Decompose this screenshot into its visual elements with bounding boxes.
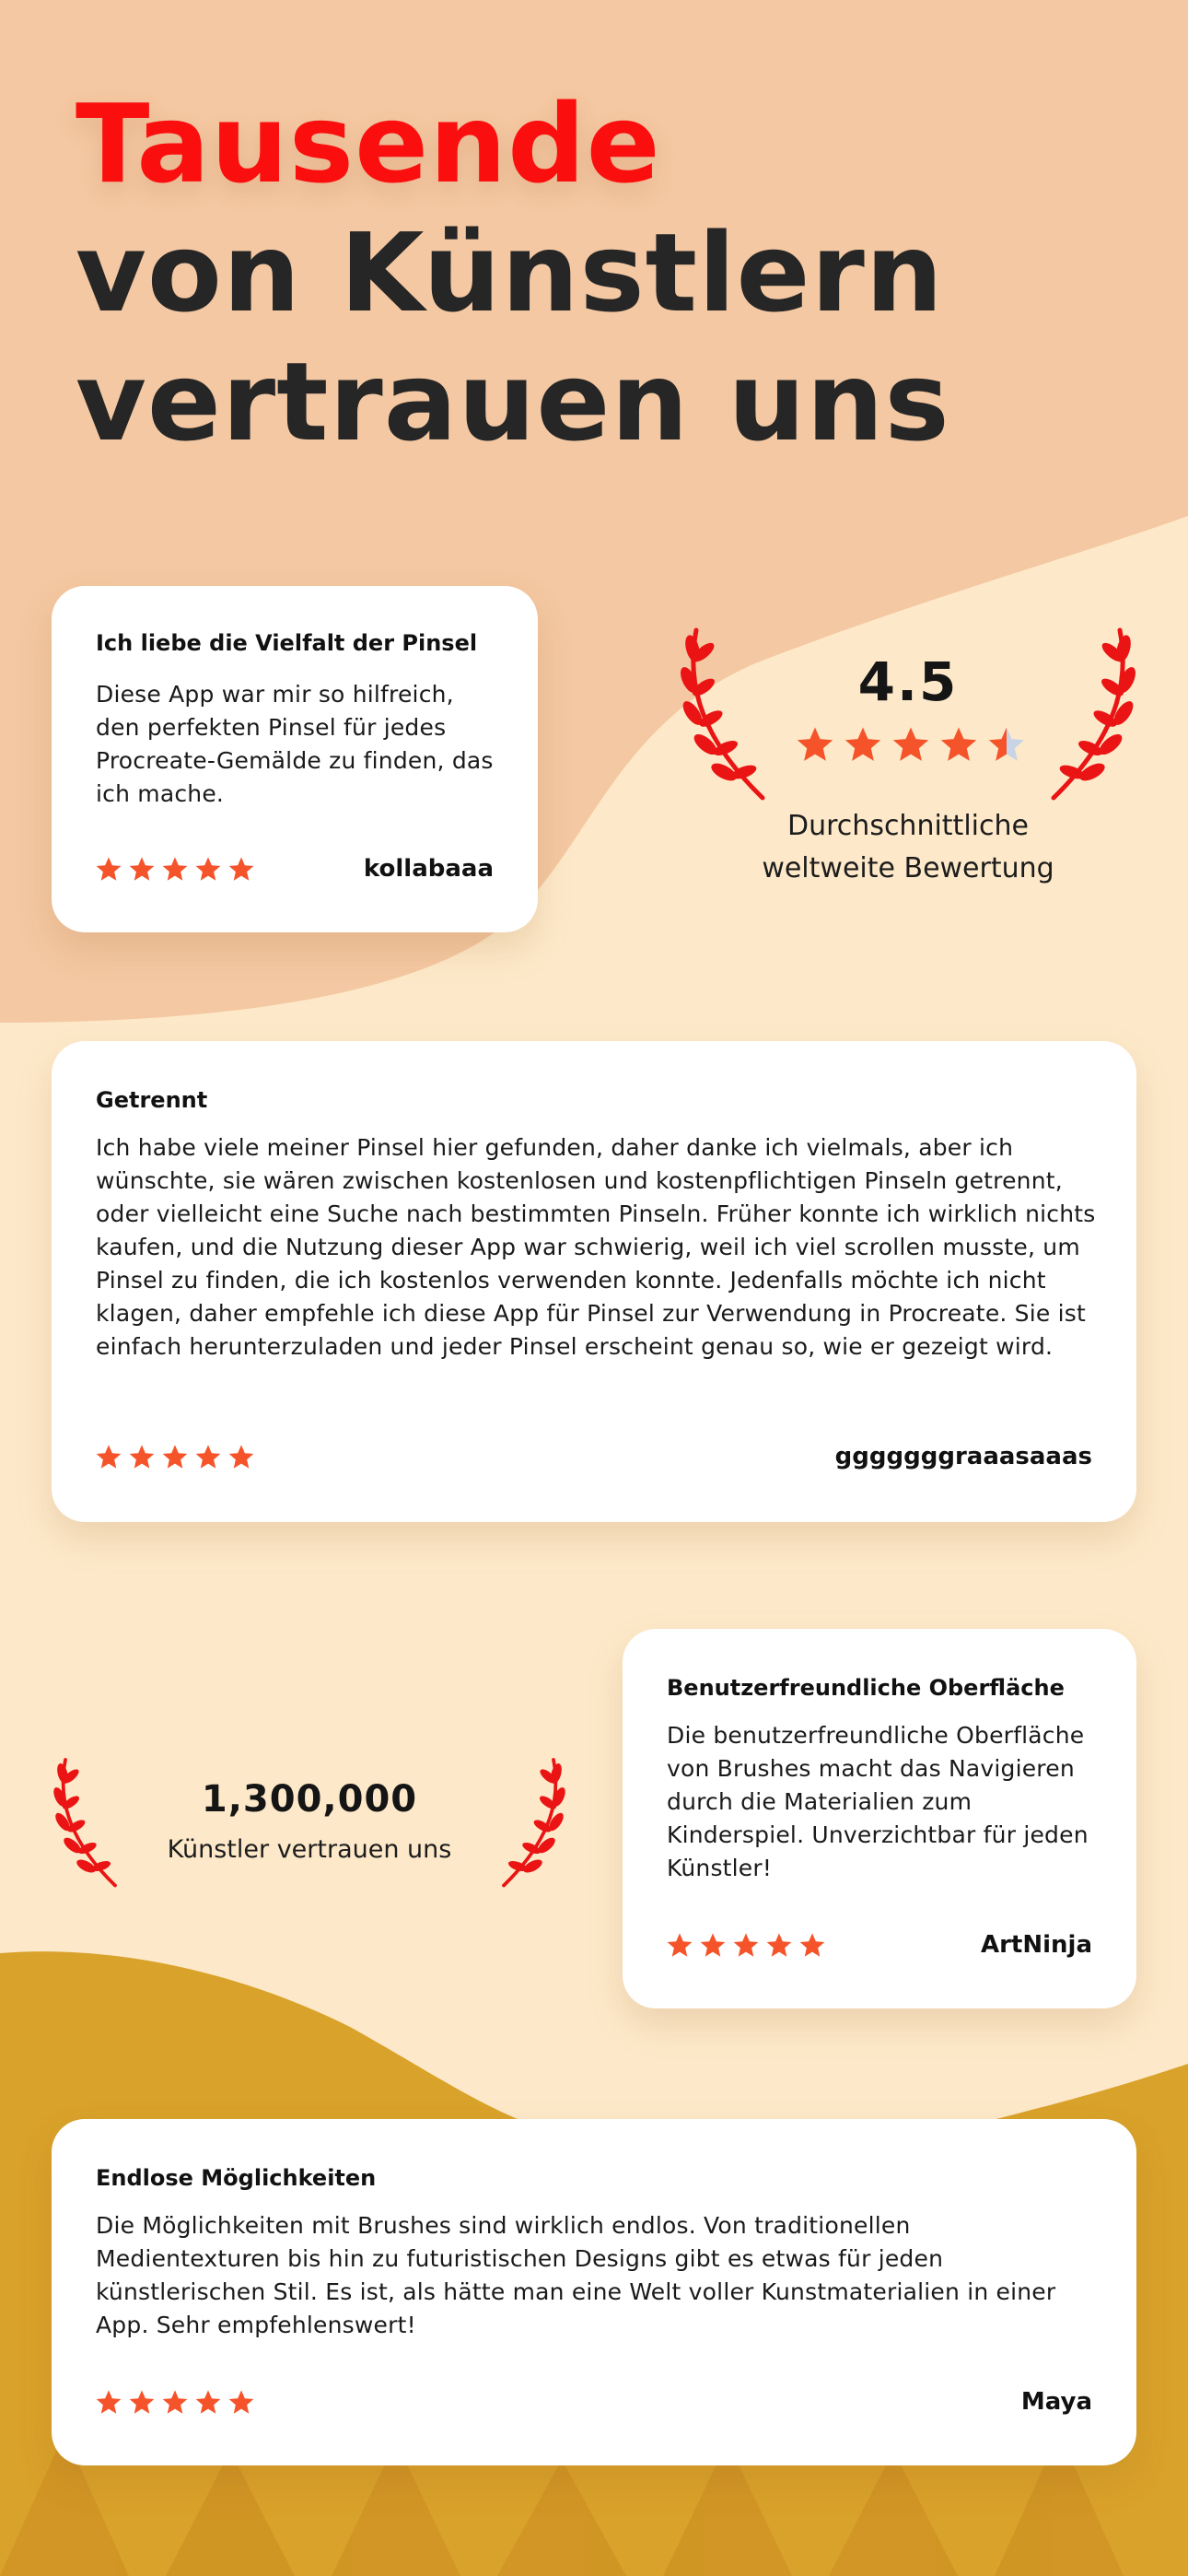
review-author: Maya bbox=[1020, 2388, 1092, 2416]
rating-badge bbox=[678, 617, 1138, 894]
review-card bbox=[52, 586, 538, 932]
users-count-value: 1,300,000 bbox=[201, 1778, 418, 1821]
users-count-caption: Künstler vertrauen uns bbox=[167, 1835, 452, 1864]
rating-value: 4.5 bbox=[857, 650, 959, 713]
star-filled-icon bbox=[94, 2388, 123, 2418]
review-stars bbox=[94, 855, 256, 884]
star-filled-icon bbox=[665, 1931, 694, 1961]
star-filled-icon bbox=[94, 1443, 123, 1472]
review-stars bbox=[94, 2388, 256, 2418]
review-body: Die Möglichkeiten mit Brushes sind wirklich endlos. Von traditionellen Medientexturen bis hin zu futuristischen Designs gibt es etwas für jeden künstlerischen Stil. Es ist, als hätte man eine Welt voller Kunstmaterialien in einer App. Sehr empfehlenswert! bbox=[96, 2212, 1056, 2338]
star-filled-icon bbox=[160, 2388, 190, 2418]
star-filled-icon bbox=[193, 855, 223, 884]
star-filled-icon bbox=[731, 1931, 761, 1961]
review-title: Benutzerfreundliche Oberfläche bbox=[667, 1675, 1065, 1701]
review-body: Ich habe viele meiner Pinsel hier gefunden, daher danke ich vielmals, aber ich wünschte, sie wären zwischen kostenlosen und kostenpflichtigen Pinseln getrennt, oder vielleicht eine Suche nach bestimmten Pinseln. Früher konnte ich wirklich nichts kaufen, und die Nutzung dieser App war schwierig, weil ich viel scrollen musste, um Pinsel zu finden, die ich kostenlos verwenden konnte. Jedenfalls möchte ich nicht klagen, daher empfehle ich diese App für Pinsel zur Verwendung in Procreate. Sie ist einfach herunterzuladen und jeder Pinsel erscheint genau so, wie er gezeigt wird. bbox=[96, 1134, 1096, 1360]
star-filled-icon bbox=[227, 2388, 256, 2418]
review-author: kollabaaa bbox=[363, 855, 494, 883]
review-body: Diese App war mir so hilfreich, den perfekten Pinsel für jedes Procreate-Gemälde zu finden, das ich mache. bbox=[96, 681, 494, 807]
star-filled-icon bbox=[160, 1443, 190, 1472]
review-card bbox=[52, 2119, 1136, 2465]
rating-caption-line-1: Durchschnittliche bbox=[787, 810, 1029, 842]
review-stars bbox=[665, 1931, 827, 1961]
star-filled-icon bbox=[193, 1443, 223, 1472]
review-title: Ich liebe die Vielfalt der Pinsel bbox=[96, 630, 478, 656]
star-filled-icon bbox=[127, 2388, 157, 2418]
star-filled-icon bbox=[127, 855, 157, 884]
review-stars bbox=[94, 1443, 256, 1472]
laurel-wreath-icon bbox=[484, 1754, 567, 1892]
star-filled-icon bbox=[764, 1931, 794, 1961]
star-filled-icon bbox=[193, 2388, 223, 2418]
star-filled-icon bbox=[890, 724, 932, 767]
star-filled-icon bbox=[842, 724, 884, 767]
review-body: Die benutzerfreundliche Oberfläche von Brushes macht das Navigieren durch die Materialien zum Kinderspiel. Unverzichtbar für jeden Künstler! bbox=[667, 1722, 1089, 1881]
headline-line-3: vertrauen uns bbox=[76, 338, 950, 465]
headline-accent: Tausende bbox=[76, 80, 661, 207]
rating-caption-line-2: weltweite Bewertung bbox=[762, 852, 1054, 884]
review-author: ArtNinja bbox=[980, 1931, 1092, 1959]
star-filled-icon bbox=[160, 855, 190, 884]
headline bbox=[76, 79, 950, 466]
rating-caption bbox=[678, 805, 1138, 890]
headline-line-2: von Künstlern bbox=[76, 209, 944, 336]
users-count-badge bbox=[52, 1754, 567, 1929]
star-filled-icon bbox=[127, 1443, 157, 1472]
review-author: gggggggraaasaaas bbox=[834, 1443, 1092, 1470]
star-filled-icon bbox=[227, 1443, 256, 1472]
star-filled-icon bbox=[938, 724, 980, 767]
star-filled-icon bbox=[698, 1931, 728, 1961]
star-filled-icon bbox=[798, 1931, 827, 1961]
laurel-wreath-icon bbox=[52, 1754, 134, 1892]
star-filled-icon bbox=[227, 855, 256, 884]
review-card bbox=[623, 1629, 1136, 2008]
star-half-icon bbox=[985, 724, 1028, 767]
star-filled-icon bbox=[794, 724, 836, 767]
review-title: Getrennt bbox=[96, 1087, 208, 1113]
star-filled-icon bbox=[94, 855, 123, 884]
rating-stars bbox=[794, 724, 1028, 767]
review-title: Endlose Möglichkeiten bbox=[96, 2165, 377, 2191]
review-card bbox=[52, 1041, 1136, 1522]
